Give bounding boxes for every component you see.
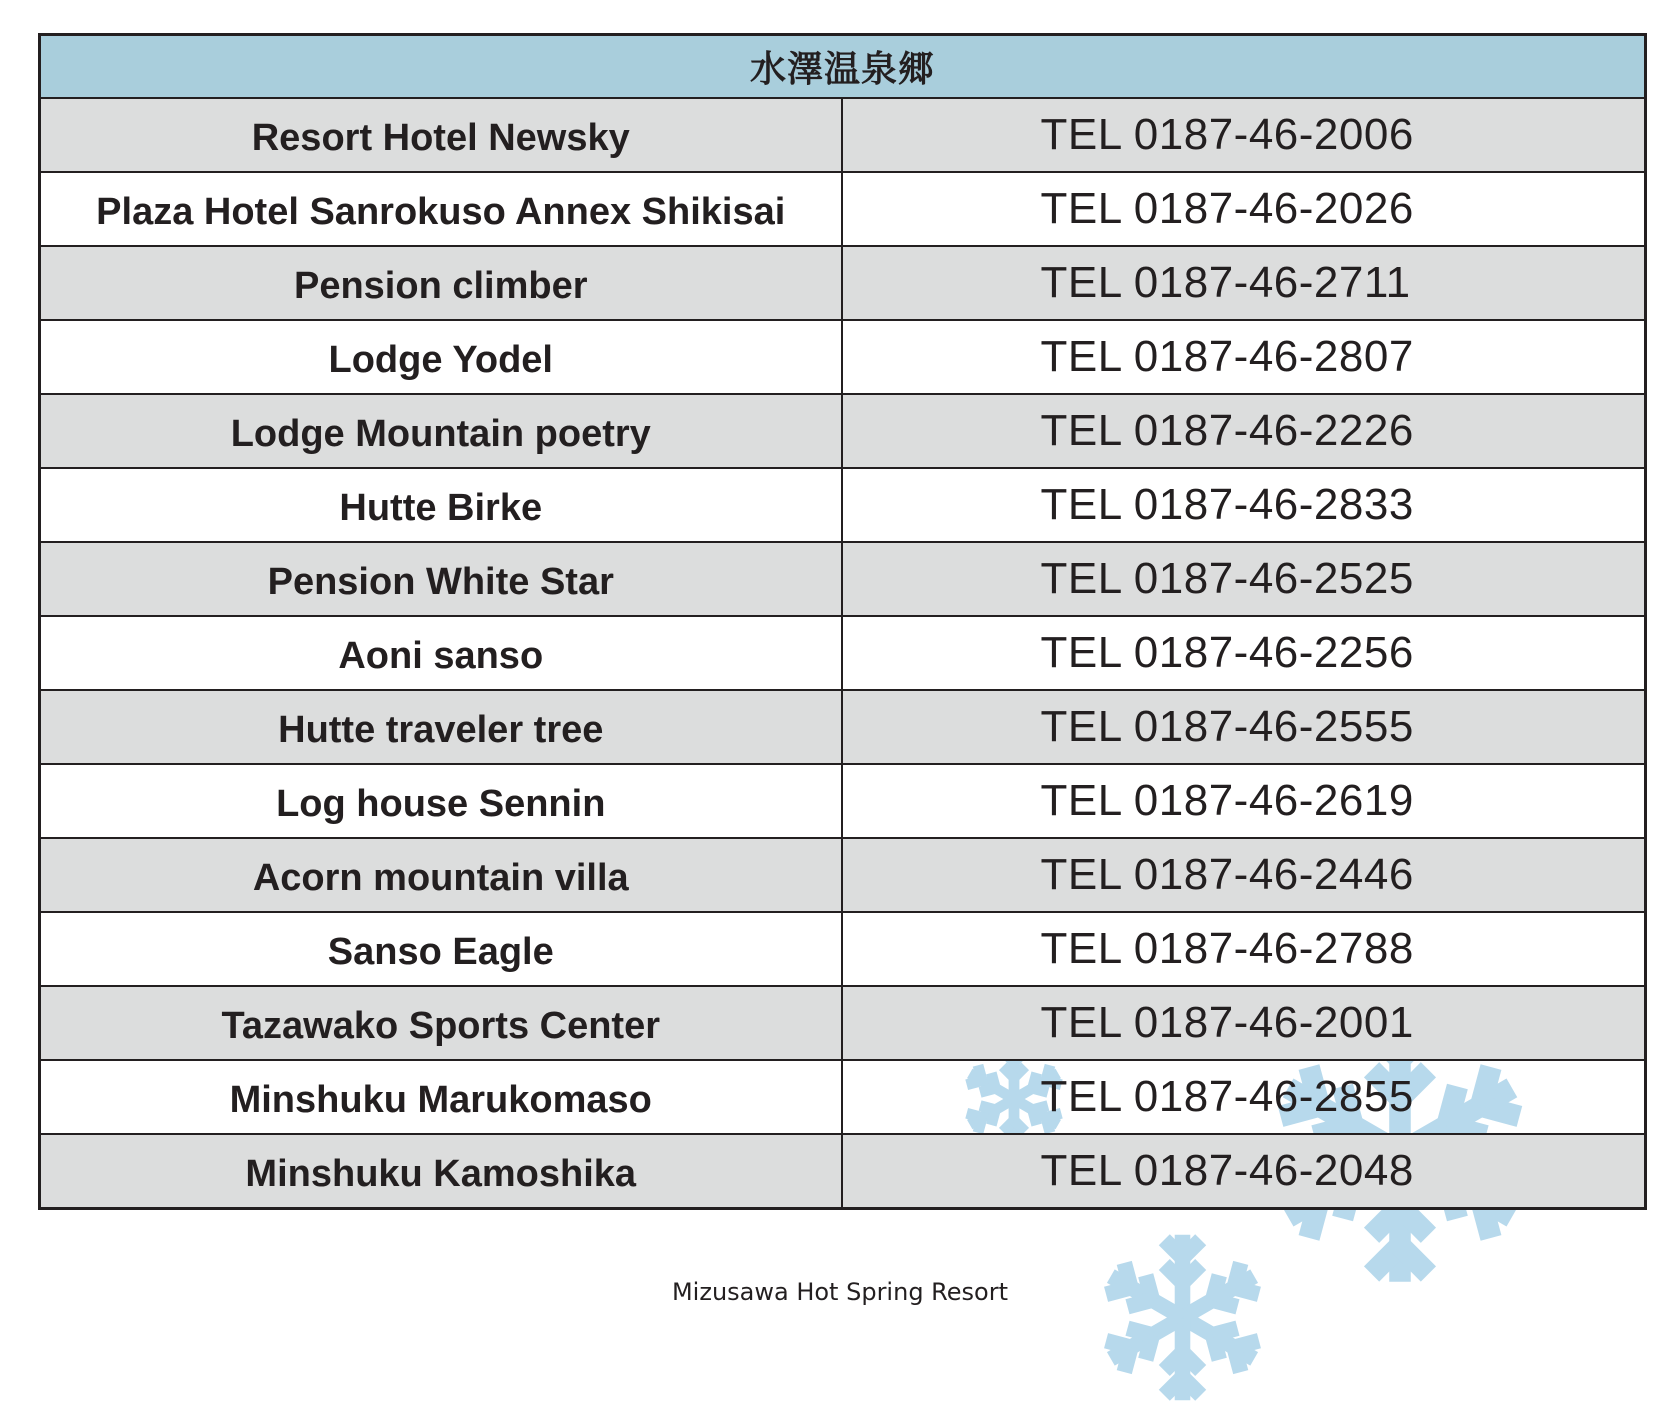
table-row [40,320,1646,394]
footer-caption: Mizusawa Hot Spring Resort [671,1278,1009,1306]
table-row [40,838,1646,912]
lodging-name: Acorn mountain villa [40,838,842,912]
table-row [40,246,1646,320]
table-row [40,912,1646,986]
lodging-name: Minshuku Marukomaso [40,1060,842,1134]
lodging-name: Pension White Star [40,542,842,616]
table-row [40,468,1646,542]
lodging-name: Aoni sanso [40,616,842,690]
table-row [40,98,1646,172]
lodging-name: Hutte Birke [40,468,842,542]
lodging-phone: TEL 0187-46-2555 [842,690,1646,764]
lodging-phone: TEL 0187-46-2833 [842,468,1646,542]
lodging-name: Lodge Yodel [40,320,842,394]
lodging-phone: TEL 0187-46-2855 [842,1060,1646,1134]
table-row [40,1134,1646,1209]
table-title: 水澤温泉郷 [40,35,1646,99]
lodging-name: Log house Sennin [40,764,842,838]
table-row [40,764,1646,838]
lodging-phone: TEL 0187-46-2619 [842,764,1646,838]
lodging-phone: TEL 0187-46-2446 [842,838,1646,912]
table-row [40,690,1646,764]
table-row [40,616,1646,690]
lodging-phone: TEL 0187-46-2006 [842,98,1646,172]
lodging-phone-table [38,33,1647,1210]
table-row [40,172,1646,246]
lodging-phone: TEL 0187-46-2001 [842,986,1646,1060]
lodging-phone: TEL 0187-46-2807 [842,320,1646,394]
lodging-name: Resort Hotel Newsky [40,98,842,172]
lodging-name: Lodge Mountain poetry [40,394,842,468]
table-row [40,542,1646,616]
table-row [40,986,1646,1060]
lodging-phone: TEL 0187-46-2026 [842,172,1646,246]
lodging-phone: TEL 0187-46-2256 [842,616,1646,690]
lodging-phone: TEL 0187-46-2048 [842,1134,1646,1209]
lodging-phone: TEL 0187-46-2226 [842,394,1646,468]
lodging-phone: TEL 0187-46-2525 [842,542,1646,616]
snowflake-icon [1090,1225,1275,1410]
lodging-name: Plaza Hotel Sanrokuso Annex Shikisai [40,172,842,246]
table-row [40,394,1646,468]
lodging-name: Tazawako Sports Center [40,986,842,1060]
table-title-row [40,35,1646,99]
lodging-name: Minshuku Kamoshika [40,1134,842,1209]
lodging-name: Sanso Eagle [40,912,842,986]
lodging-phone: TEL 0187-46-2788 [842,912,1646,986]
lodging-name: Pension climber [40,246,842,320]
lodging-phone: TEL 0187-46-2711 [842,246,1646,320]
table-row [40,1060,1646,1134]
lodging-name: Hutte traveler tree [40,690,842,764]
